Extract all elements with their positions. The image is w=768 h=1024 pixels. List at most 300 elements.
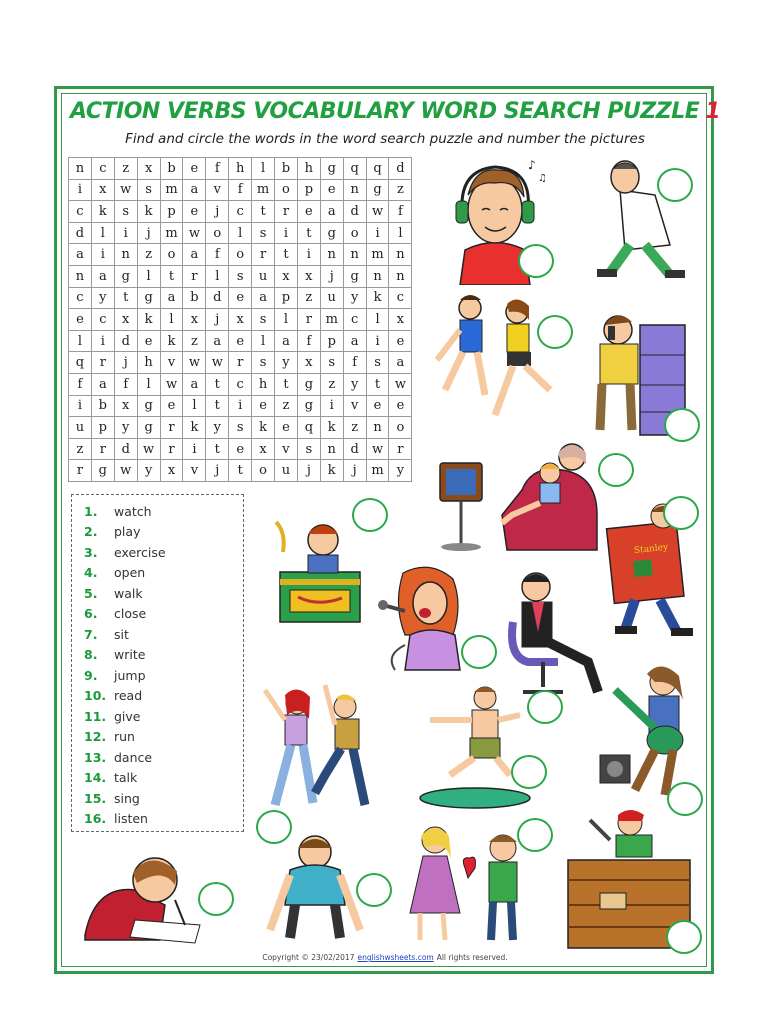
grid-letter-cell[interactable]: u bbox=[320, 287, 343, 309]
grid-letter-cell[interactable]: v bbox=[343, 395, 366, 417]
grid-row bbox=[69, 309, 412, 331]
grid-letter-cell[interactable]: s bbox=[366, 352, 389, 374]
grid-letter-cell[interactable]: a bbox=[389, 352, 412, 374]
grid-letter-cell[interactable]: n bbox=[320, 244, 343, 266]
grid-letter-cell[interactable]: s bbox=[229, 417, 252, 439]
grid-letter-cell[interactable]: r bbox=[69, 460, 92, 482]
grid-letter-cell[interactable]: p bbox=[275, 287, 298, 309]
grid-letter-cell[interactable]: m bbox=[366, 460, 389, 482]
grid-letter-cell[interactable]: c bbox=[343, 309, 366, 331]
answer-circle-give[interactable] bbox=[517, 818, 553, 852]
grid-letter-cell[interactable]: o bbox=[160, 244, 183, 266]
grid-letter-cell[interactable]: g bbox=[366, 179, 389, 201]
word-list-number: 14. bbox=[84, 770, 107, 785]
grid-letter-cell[interactable]: t bbox=[252, 201, 275, 223]
grid-letter-cell[interactable]: v bbox=[275, 438, 298, 460]
grid-letter-cell[interactable]: c bbox=[389, 287, 412, 309]
answer-circle-read[interactable] bbox=[663, 496, 699, 530]
grid-letter-cell[interactable]: g bbox=[137, 417, 160, 439]
grid-letter-cell[interactable]: f bbox=[389, 201, 412, 223]
grid-letter-cell[interactable]: a bbox=[183, 373, 206, 395]
grid-row bbox=[69, 179, 412, 201]
grid-letter-cell[interactable]: n bbox=[320, 438, 343, 460]
grid-letter-cell[interactable]: i bbox=[69, 395, 92, 417]
word-list-item bbox=[84, 665, 146, 685]
word-list-item bbox=[84, 563, 145, 583]
grid-letter-cell[interactable]: l bbox=[206, 265, 229, 287]
grid-letter-cell[interactable]: a bbox=[160, 287, 183, 309]
word-list-word: dance bbox=[114, 749, 153, 765]
grid-letter-cell[interactable]: p bbox=[91, 417, 114, 439]
grid-letter-cell[interactable]: n bbox=[366, 265, 389, 287]
run-picture bbox=[425, 290, 565, 430]
grid-letter-cell[interactable]: c bbox=[69, 201, 92, 223]
grid-letter-cell[interactable]: t bbox=[229, 460, 252, 482]
grid-letter-cell[interactable]: r bbox=[229, 352, 252, 374]
grid-letter-cell[interactable]: i bbox=[183, 438, 206, 460]
grid-letter-cell[interactable]: l bbox=[91, 222, 114, 244]
grid-letter-cell[interactable]: j bbox=[114, 352, 137, 374]
grid-letter-cell[interactable]: j bbox=[206, 201, 229, 223]
grid-letter-cell[interactable]: p bbox=[297, 179, 320, 201]
grid-letter-cell[interactable]: h bbox=[297, 158, 320, 180]
grid-letter-cell[interactable]: l bbox=[366, 309, 389, 331]
grid-letter-cell[interactable]: m bbox=[160, 179, 183, 201]
word-list-item bbox=[84, 542, 166, 562]
grid-letter-cell[interactable]: t bbox=[297, 222, 320, 244]
grid-letter-cell[interactable]: r bbox=[389, 438, 412, 460]
grid-letter-cell[interactable]: t bbox=[275, 244, 298, 266]
grid-letter-cell[interactable]: i bbox=[229, 395, 252, 417]
grid-letter-cell[interactable]: g bbox=[137, 395, 160, 417]
answer-circle-run[interactable] bbox=[537, 315, 573, 349]
write-picture bbox=[75, 845, 205, 945]
grid-letter-cell[interactable]: a bbox=[91, 373, 114, 395]
grid-row bbox=[69, 201, 412, 223]
grid-letter-cell[interactable]: w bbox=[389, 373, 412, 395]
grid-row bbox=[69, 222, 412, 244]
grid-letter-cell[interactable]: b bbox=[275, 158, 298, 180]
word-list-number: 10. bbox=[84, 688, 107, 703]
title-number: 1 bbox=[705, 99, 721, 124]
word-list-word: watch bbox=[114, 503, 152, 519]
word-list-number: 2. bbox=[84, 524, 98, 539]
word-list-word: write bbox=[114, 647, 146, 662]
grid-letter-cell[interactable]: g bbox=[297, 395, 320, 417]
grid-letter-cell[interactable]: n bbox=[366, 417, 389, 439]
word-list-item bbox=[84, 583, 143, 603]
answer-circle-walk[interactable] bbox=[657, 168, 693, 202]
grid-letter-cell[interactable]: x bbox=[183, 309, 206, 331]
grid-letter-cell[interactable]: l bbox=[229, 222, 252, 244]
grid-letter-cell[interactable]: i bbox=[275, 222, 298, 244]
grid-letter-cell[interactable]: z bbox=[275, 395, 298, 417]
grid-letter-cell[interactable]: l bbox=[69, 330, 92, 352]
copyright-site-link[interactable]: englishwsheets.com bbox=[357, 953, 434, 962]
grid-letter-cell[interactable]: w bbox=[114, 460, 137, 482]
grid-letter-cell[interactable]: e bbox=[160, 395, 183, 417]
grid-letter-cell[interactable]: e bbox=[229, 330, 252, 352]
grid-letter-cell[interactable]: e bbox=[229, 287, 252, 309]
grid-letter-cell[interactable]: n bbox=[69, 265, 92, 287]
word-list-item bbox=[84, 809, 148, 829]
grid-letter-cell[interactable]: d bbox=[114, 438, 137, 460]
grid-letter-cell[interactable]: w bbox=[183, 222, 206, 244]
word-list-word: exercise bbox=[114, 544, 166, 560]
grid-letter-cell[interactable]: m bbox=[160, 222, 183, 244]
grid-letter-cell[interactable]: w bbox=[183, 352, 206, 374]
grid-letter-cell[interactable]: w bbox=[366, 201, 389, 223]
grid-letter-cell[interactable]: d bbox=[69, 222, 92, 244]
grid-letter-cell[interactable]: n bbox=[389, 244, 412, 266]
grid-letter-cell[interactable]: d bbox=[343, 201, 366, 223]
grid-letter-cell[interactable]: p bbox=[320, 330, 343, 352]
grid-letter-cell[interactable]: l bbox=[275, 309, 298, 331]
answer-circle-open[interactable] bbox=[352, 498, 388, 532]
grid-letter-cell[interactable]: f bbox=[297, 330, 320, 352]
grid-letter-cell[interactable]: d bbox=[114, 330, 137, 352]
grid-row bbox=[69, 460, 412, 482]
grid-letter-cell[interactable]: e bbox=[389, 330, 412, 352]
grid-row bbox=[69, 330, 412, 352]
grid-letter-cell[interactable]: o bbox=[343, 222, 366, 244]
grid-row bbox=[69, 373, 412, 395]
grid-letter-cell[interactable]: s bbox=[252, 352, 275, 374]
grid-letter-cell[interactable]: v bbox=[183, 460, 206, 482]
grid-letter-cell[interactable]: j bbox=[206, 309, 229, 331]
grid-letter-cell[interactable]: i bbox=[320, 395, 343, 417]
grid-letter-cell[interactable]: e bbox=[320, 179, 343, 201]
grid-letter-cell[interactable]: e bbox=[366, 395, 389, 417]
grid-letter-cell[interactable]: a bbox=[252, 287, 275, 309]
answer-circle-sing[interactable] bbox=[461, 635, 497, 669]
word-list-number: 15. bbox=[84, 790, 107, 806]
worksheet-instructions: Find and circle the words in the word search puzzle and number the pictures bbox=[125, 131, 645, 147]
grid-letter-cell[interactable]: k bbox=[137, 309, 160, 331]
word-list-item bbox=[84, 727, 135, 747]
grid-letter-cell[interactable]: i bbox=[91, 244, 114, 266]
word-list-word: open bbox=[114, 565, 146, 580]
grid-letter-cell[interactable]: z bbox=[69, 438, 92, 460]
grid-letter-cell[interactable]: a bbox=[91, 265, 114, 287]
jump-picture bbox=[410, 680, 540, 815]
grid-row bbox=[69, 352, 412, 374]
grid-letter-cell[interactable]: s bbox=[320, 352, 343, 374]
answer-circle-jump[interactable] bbox=[511, 755, 547, 789]
grid-letter-cell[interactable]: r bbox=[160, 417, 183, 439]
word-list-item bbox=[84, 768, 137, 788]
grid-letter-cell[interactable]: q bbox=[366, 158, 389, 180]
grid-letter-cell[interactable]: f bbox=[114, 373, 137, 395]
grid-letter-cell[interactable]: g bbox=[320, 222, 343, 244]
grid-letter-cell[interactable]: q bbox=[297, 417, 320, 439]
grid-letter-cell[interactable]: h bbox=[137, 352, 160, 374]
grid-letter-cell[interactable]: l bbox=[252, 330, 275, 352]
grid-letter-cell[interactable]: e bbox=[183, 158, 206, 180]
grid-row bbox=[69, 244, 412, 266]
grid-letter-cell[interactable]: z bbox=[137, 244, 160, 266]
grid-letter-cell[interactable]: r bbox=[160, 438, 183, 460]
grid-letter-cell[interactable]: e bbox=[69, 309, 92, 331]
grid-letter-cell[interactable]: k bbox=[252, 417, 275, 439]
grid-letter-cell[interactable]: x bbox=[160, 460, 183, 482]
grid-letter-cell[interactable]: l bbox=[252, 158, 275, 180]
word-list-word: talk bbox=[114, 770, 138, 785]
grid-letter-cell[interactable]: n bbox=[343, 244, 366, 266]
grid-letter-cell[interactable]: v bbox=[206, 179, 229, 201]
grid-letter-cell[interactable]: s bbox=[114, 201, 137, 223]
grid-letter-cell[interactable]: c bbox=[69, 287, 92, 309]
word-list-word: sit bbox=[114, 626, 129, 642]
word-list-item bbox=[84, 686, 142, 706]
grid-letter-cell[interactable]: v bbox=[160, 352, 183, 374]
grid-letter-cell[interactable]: n bbox=[114, 244, 137, 266]
grid-letter-cell[interactable]: y bbox=[343, 373, 366, 395]
grid-letter-cell[interactable]: d bbox=[206, 287, 229, 309]
word-list-item bbox=[84, 788, 140, 808]
grid-letter-cell[interactable]: t bbox=[366, 373, 389, 395]
grid-letter-cell[interactable]: x bbox=[297, 265, 320, 287]
grid-letter-cell[interactable]: m bbox=[320, 309, 343, 331]
grid-letter-cell[interactable]: q bbox=[343, 158, 366, 180]
answer-circle-close[interactable] bbox=[666, 920, 702, 954]
grid-letter-cell[interactable]: g bbox=[343, 265, 366, 287]
word-list-number: 8. bbox=[84, 647, 98, 662]
grid-letter-cell[interactable]: h bbox=[252, 373, 275, 395]
grid-letter-cell[interactable]: s bbox=[252, 309, 275, 331]
copyright-rights: All rights reserved. bbox=[436, 953, 508, 962]
grid-letter-cell[interactable]: w bbox=[114, 179, 137, 201]
grid-letter-cell[interactable]: t bbox=[114, 287, 137, 309]
grid-letter-cell[interactable]: y bbox=[114, 417, 137, 439]
grid-letter-cell[interactable]: l bbox=[183, 395, 206, 417]
word-list-number: 1. bbox=[84, 503, 98, 519]
grid-letter-cell[interactable]: a bbox=[69, 244, 92, 266]
grid-letter-cell[interactable]: m bbox=[252, 179, 275, 201]
grid-letter-cell[interactable]: c bbox=[229, 201, 252, 223]
grid-letter-cell[interactable]: w bbox=[206, 352, 229, 374]
grid-letter-cell[interactable]: r bbox=[183, 265, 206, 287]
grid-letter-cell[interactable]: o bbox=[252, 460, 275, 482]
grid-letter-cell[interactable]: a bbox=[183, 179, 206, 201]
grid-letter-cell[interactable]: o bbox=[229, 244, 252, 266]
grid-letter-cell[interactable]: s bbox=[137, 179, 160, 201]
grid-letter-cell[interactable]: g bbox=[320, 158, 343, 180]
open-picture bbox=[268, 512, 378, 637]
grid-letter-cell[interactable]: r bbox=[91, 438, 114, 460]
grid-letter-cell[interactable]: i bbox=[366, 330, 389, 352]
word-list-number: 13. bbox=[84, 749, 107, 765]
grid-letter-cell[interactable]: u bbox=[252, 265, 275, 287]
grid-letter-cell[interactable]: i bbox=[366, 222, 389, 244]
grid-letter-cell[interactable]: k bbox=[366, 287, 389, 309]
word-list-item bbox=[84, 604, 146, 624]
grid-letter-cell[interactable]: f bbox=[229, 179, 252, 201]
grid-letter-cell[interactable]: t bbox=[206, 373, 229, 395]
answer-circle-listen[interactable] bbox=[518, 244, 554, 278]
grid-letter-cell[interactable]: b bbox=[91, 395, 114, 417]
grid-letter-cell[interactable]: y bbox=[137, 460, 160, 482]
grid-letter-cell[interactable]: u bbox=[69, 417, 92, 439]
grid-letter-cell[interactable]: b bbox=[183, 287, 206, 309]
word-list-word: walk bbox=[114, 585, 143, 601]
grid-letter-cell[interactable]: a bbox=[206, 330, 229, 352]
give-picture bbox=[405, 818, 535, 948]
grid-letter-cell[interactable]: u bbox=[275, 460, 298, 482]
grid-letter-cell[interactable]: c bbox=[229, 373, 252, 395]
grid-letter-cell[interactable]: l bbox=[160, 309, 183, 331]
answer-circle-talk[interactable] bbox=[664, 408, 700, 442]
grid-letter-cell[interactable]: x bbox=[252, 438, 275, 460]
grid-letter-cell[interactable]: z bbox=[320, 373, 343, 395]
grid-letter-cell[interactable]: z bbox=[183, 330, 206, 352]
grid-letter-cell[interactable]: i bbox=[297, 244, 320, 266]
grid-letter-cell[interactable]: s bbox=[252, 222, 275, 244]
grid-letter-cell[interactable]: x bbox=[114, 309, 137, 331]
grid-letter-cell[interactable]: l bbox=[137, 373, 160, 395]
grid-letter-cell[interactable]: e bbox=[389, 395, 412, 417]
grid-letter-cell[interactable]: g bbox=[91, 460, 114, 482]
grid-letter-cell[interactable]: t bbox=[275, 373, 298, 395]
grid-letter-cell[interactable]: x bbox=[297, 352, 320, 374]
grid-letter-cell[interactable]: z bbox=[297, 287, 320, 309]
grid-letter-cell[interactable]: j bbox=[137, 222, 160, 244]
grid-letter-cell[interactable]: q bbox=[69, 352, 92, 374]
grid-letter-cell[interactable]: z bbox=[114, 158, 137, 180]
grid-letter-cell[interactable]: e bbox=[229, 438, 252, 460]
grid-letter-cell[interactable]: y bbox=[206, 417, 229, 439]
grid-letter-cell[interactable]: z bbox=[343, 417, 366, 439]
grid-letter-cell[interactable]: n bbox=[389, 265, 412, 287]
grid-letter-cell[interactable]: e bbox=[137, 330, 160, 352]
grid-letter-cell[interactable]: e bbox=[183, 201, 206, 223]
grid-row bbox=[69, 265, 412, 287]
svg-text:♫: ♫ bbox=[538, 173, 547, 184]
dance-picture bbox=[255, 675, 385, 815]
answer-circle-write[interactable] bbox=[198, 882, 234, 916]
grid-letter-cell[interactable]: o bbox=[275, 179, 298, 201]
grid-letter-cell[interactable]: y bbox=[91, 287, 114, 309]
grid-letter-cell[interactable]: y bbox=[389, 460, 412, 482]
word-list-number: 7. bbox=[84, 626, 98, 642]
grid-letter-cell[interactable]: g bbox=[114, 265, 137, 287]
grid-letter-cell[interactable]: h bbox=[229, 158, 252, 180]
word-list-item bbox=[84, 747, 152, 767]
grid-letter-cell[interactable]: f bbox=[206, 244, 229, 266]
grid-letter-cell[interactable]: w bbox=[366, 438, 389, 460]
grid-letter-cell[interactable]: k bbox=[320, 460, 343, 482]
grid-letter-cell[interactable]: a bbox=[183, 244, 206, 266]
grid-letter-cell[interactable]: o bbox=[389, 417, 412, 439]
grid-letter-cell[interactable]: d bbox=[343, 438, 366, 460]
grid-letter-cell[interactable]: f bbox=[343, 352, 366, 374]
grid-letter-cell[interactable]: a bbox=[320, 201, 343, 223]
grid-letter-cell[interactable]: w bbox=[160, 373, 183, 395]
grid-letter-cell[interactable]: f bbox=[69, 373, 92, 395]
grid-letter-cell[interactable]: t bbox=[160, 265, 183, 287]
grid-letter-cell[interactable]: l bbox=[389, 222, 412, 244]
watch-picture bbox=[432, 435, 607, 560]
worksheet-title bbox=[70, 99, 721, 124]
grid-letter-cell[interactable]: r bbox=[91, 352, 114, 374]
grid-letter-cell[interactable]: a bbox=[275, 330, 298, 352]
grid-letter-cell[interactable]: x bbox=[229, 309, 252, 331]
grid-letter-cell[interactable]: o bbox=[206, 222, 229, 244]
grid-letter-cell[interactable]: j bbox=[297, 460, 320, 482]
grid-letter-cell[interactable]: k bbox=[91, 201, 114, 223]
grid-letter-cell[interactable]: i bbox=[91, 330, 114, 352]
copyright-text: Copyright © 23/02/2017 bbox=[262, 953, 355, 962]
grid-letter-cell[interactable]: z bbox=[389, 179, 412, 201]
word-list-number: 4. bbox=[84, 565, 98, 580]
grid-letter-cell[interactable]: k bbox=[160, 330, 183, 352]
answer-circle-exercise[interactable] bbox=[356, 873, 392, 907]
grid-letter-cell[interactable]: x bbox=[137, 158, 160, 180]
grid-letter-cell[interactable]: b bbox=[160, 158, 183, 180]
grid-letter-cell[interactable]: j bbox=[320, 265, 343, 287]
grid-letter-cell[interactable]: k bbox=[137, 201, 160, 223]
grid-letter-cell[interactable]: i bbox=[114, 222, 137, 244]
grid-letter-cell[interactable]: m bbox=[366, 244, 389, 266]
grid-letter-cell[interactable]: f bbox=[206, 158, 229, 180]
grid-letter-cell[interactable]: e bbox=[252, 395, 275, 417]
grid-letter-cell[interactable]: g bbox=[137, 287, 160, 309]
grid-letter-cell[interactable]: r bbox=[297, 309, 320, 331]
grid-letter-cell[interactable]: r bbox=[252, 244, 275, 266]
grid-letter-cell[interactable]: e bbox=[297, 201, 320, 223]
grid-letter-cell[interactable]: p bbox=[160, 201, 183, 223]
grid-letter-cell[interactable]: j bbox=[343, 460, 366, 482]
grid-letter-cell[interactable]: y bbox=[275, 352, 298, 374]
grid-letter-cell[interactable]: n bbox=[343, 179, 366, 201]
grid-letter-cell[interactable]: y bbox=[343, 287, 366, 309]
grid-letter-cell[interactable]: a bbox=[343, 330, 366, 352]
grid-letter-cell[interactable]: k bbox=[183, 417, 206, 439]
grid-letter-cell[interactable]: w bbox=[137, 438, 160, 460]
grid-letter-cell[interactable]: r bbox=[275, 201, 298, 223]
grid-letter-cell[interactable]: n bbox=[69, 158, 92, 180]
grid-letter-cell[interactable]: g bbox=[297, 373, 320, 395]
grid-letter-cell[interactable]: l bbox=[137, 265, 160, 287]
grid-row bbox=[69, 438, 412, 460]
word-search-grid[interactable] bbox=[68, 157, 412, 482]
grid-letter-cell[interactable]: i bbox=[69, 179, 92, 201]
word-list-number: 9. bbox=[84, 667, 98, 683]
grid-letter-cell[interactable]: s bbox=[297, 438, 320, 460]
word-list-number: 5. bbox=[84, 585, 98, 601]
exercise-picture bbox=[260, 830, 370, 945]
grid-letter-cell[interactable]: x bbox=[389, 309, 412, 331]
grid-letter-cell[interactable]: j bbox=[206, 460, 229, 482]
book-cover-label: Stanley bbox=[633, 542, 669, 557]
answer-circle-watch[interactable] bbox=[598, 453, 634, 487]
grid-letter-cell[interactable]: k bbox=[320, 417, 343, 439]
grid-letter-cell[interactable]: t bbox=[206, 438, 229, 460]
word-list-item bbox=[84, 624, 129, 644]
grid-letter-cell[interactable]: s bbox=[229, 265, 252, 287]
grid-letter-cell[interactable]: c bbox=[91, 158, 114, 180]
word-list-number: 3. bbox=[84, 544, 98, 560]
grid-letter-cell[interactable]: x bbox=[91, 179, 114, 201]
grid-letter-cell[interactable]: x bbox=[114, 395, 137, 417]
grid-letter-cell[interactable]: d bbox=[389, 158, 412, 180]
grid-letter-cell[interactable]: e bbox=[275, 417, 298, 439]
word-list-number: 11. bbox=[84, 708, 107, 724]
grid-letter-cell[interactable]: t bbox=[206, 395, 229, 417]
grid-letter-cell[interactable]: c bbox=[91, 309, 114, 331]
grid-letter-cell[interactable]: x bbox=[275, 265, 298, 287]
copyright-line bbox=[70, 953, 700, 962]
